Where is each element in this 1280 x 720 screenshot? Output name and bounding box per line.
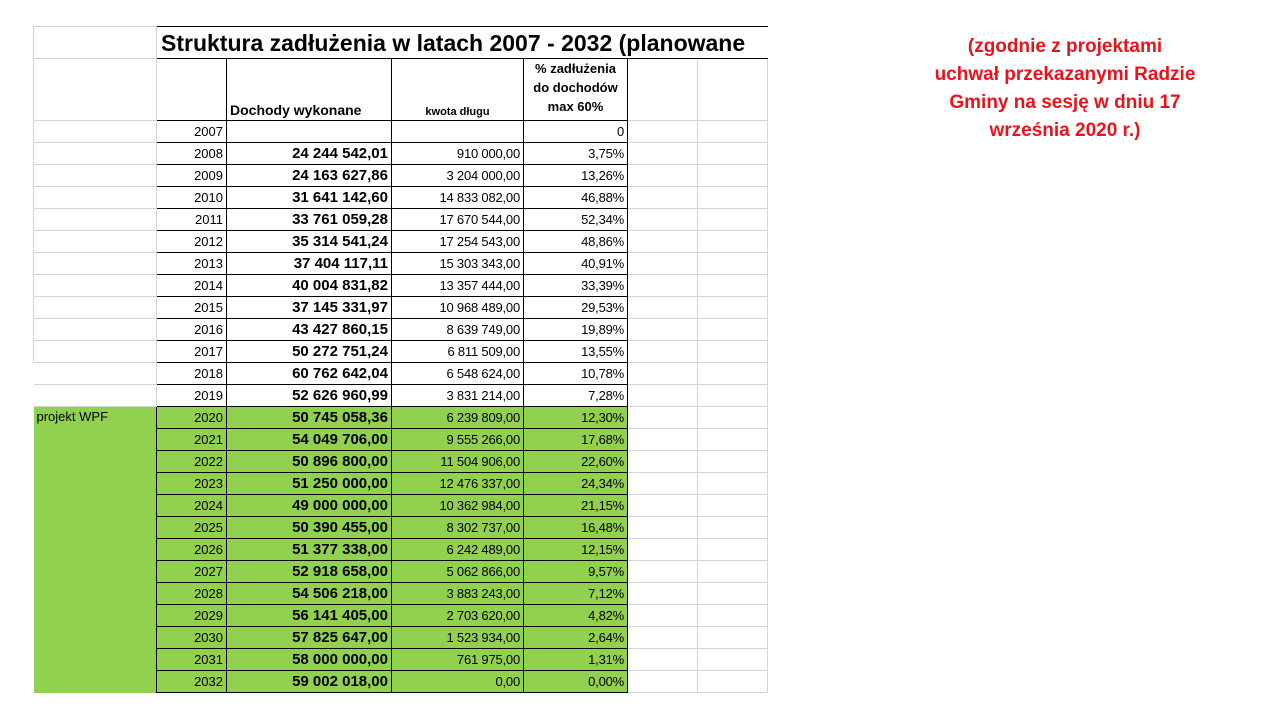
pct-cell[interactable]: 7,12%: [524, 583, 628, 605]
note-line: (zgodnie z projektami: [967, 36, 1163, 57]
empty-cell[interactable]: [628, 275, 698, 297]
empty-cell[interactable]: [698, 407, 768, 429]
kwota-cell[interactable]: 8 302 737,00: [392, 517, 524, 539]
pct-cell[interactable]: 13,26%: [524, 165, 628, 187]
pct-cell[interactable]: 29,53%: [524, 297, 628, 319]
year-cell[interactable]: 2020: [157, 407, 227, 429]
dochody-cell[interactable]: 43 427 860,15: [227, 319, 392, 341]
red-note: [900, 33, 1230, 145]
dochody-cell[interactable]: 54 506 218,00: [227, 583, 392, 605]
pct-cell[interactable]: 0: [524, 121, 628, 143]
empty-cell[interactable]: [628, 187, 698, 209]
empty-cell[interactable]: [34, 231, 157, 253]
dochody-cell[interactable]: 33 761 059,28: [227, 209, 392, 231]
pct-cell[interactable]: 17,68%: [524, 429, 628, 451]
empty-cell[interactable]: [698, 231, 768, 253]
pct-cell[interactable]: 1,31%: [524, 649, 628, 671]
header-row: [34, 59, 768, 121]
empty-cell[interactable]: [698, 627, 768, 649]
dochody-cell[interactable]: 50 896 800,00: [227, 451, 392, 473]
year-cell[interactable]: 2015: [157, 297, 227, 319]
empty-cell[interactable]: [698, 605, 768, 627]
pct-cell[interactable]: 0,00%: [524, 671, 628, 693]
table-row: [34, 319, 768, 341]
year-cell[interactable]: 2031: [157, 649, 227, 671]
empty-cell[interactable]: [698, 495, 768, 517]
year-cell[interactable]: 2022: [157, 451, 227, 473]
note-line: Gminy na sesję w dniu 17: [949, 92, 1181, 113]
pct-cell[interactable]: 46,88%: [524, 187, 628, 209]
kwota-cell[interactable]: 5 062 866,00: [392, 561, 524, 583]
empty-cell[interactable]: [34, 275, 157, 297]
year-cell[interactable]: 2011: [157, 209, 227, 231]
pct-cell[interactable]: 22,60%: [524, 451, 628, 473]
year-cell[interactable]: 2026: [157, 539, 227, 561]
table-row: [34, 121, 768, 143]
empty-cell[interactable]: [628, 341, 698, 363]
pct-cell[interactable]: 9,57%: [524, 561, 628, 583]
table-row: [34, 385, 768, 407]
empty-cell[interactable]: [698, 451, 768, 473]
kwota-cell[interactable]: 6 239 809,00: [392, 407, 524, 429]
dochody-cell[interactable]: 49 000 000,00: [227, 495, 392, 517]
pct-cell[interactable]: 21,15%: [524, 495, 628, 517]
empty-cell[interactable]: [34, 385, 157, 407]
year-cell[interactable]: 2028: [157, 583, 227, 605]
header-pct[interactable]: [524, 59, 628, 121]
note-line: uchwał przekazanymi Radzie: [934, 64, 1196, 85]
empty-cell[interactable]: [698, 275, 768, 297]
pct-cell[interactable]: 33,39%: [524, 275, 628, 297]
empty-cell[interactable]: [628, 605, 698, 627]
section-label-cell[interactable]: projekt WPF: [34, 407, 157, 693]
year-cell[interactable]: 2023: [157, 473, 227, 495]
empty-cell[interactable]: [34, 253, 157, 275]
empty-cell[interactable]: [34, 297, 157, 319]
dochody-cell[interactable]: 52 918 658,00: [227, 561, 392, 583]
empty-cell[interactable]: [628, 59, 698, 121]
pct-cell[interactable]: 24,34%: [524, 473, 628, 495]
dochody-cell[interactable]: 24 163 627,86: [227, 165, 392, 187]
empty-cell[interactable]: [34, 27, 157, 59]
empty-cell[interactable]: [628, 627, 698, 649]
kwota-cell[interactable]: 910 000,00: [392, 143, 524, 165]
pct-cell[interactable]: 12,30%: [524, 407, 628, 429]
kwota-cell[interactable]: [392, 121, 524, 143]
table-row: [34, 407, 768, 429]
year-cell[interactable]: 2017: [157, 341, 227, 363]
dochody-cell[interactable]: 31 641 142,60: [227, 187, 392, 209]
empty-cell[interactable]: [698, 517, 768, 539]
empty-cell[interactable]: [698, 209, 768, 231]
dochody-cell[interactable]: 52 626 960,99: [227, 385, 392, 407]
pct-cell[interactable]: 40,91%: [524, 253, 628, 275]
kwota-cell[interactable]: 6 548 624,00: [392, 363, 524, 385]
header-kwota[interactable]: kwota długu: [392, 59, 524, 121]
empty-cell[interactable]: [628, 253, 698, 275]
empty-cell[interactable]: [698, 583, 768, 605]
dochody-cell[interactable]: 24 244 542,01: [227, 143, 392, 165]
header-pct-line2: do dochodów: [533, 80, 618, 95]
pct-cell[interactable]: 16,48%: [524, 517, 628, 539]
empty-cell[interactable]: [34, 209, 157, 231]
pct-cell[interactable]: 13,55%: [524, 341, 628, 363]
year-cell[interactable]: 2027: [157, 561, 227, 583]
year-cell[interactable]: 2021: [157, 429, 227, 451]
empty-cell[interactable]: [698, 671, 768, 693]
kwota-cell[interactable]: 1 523 934,00: [392, 627, 524, 649]
empty-cell[interactable]: [628, 517, 698, 539]
year-cell[interactable]: 2013: [157, 253, 227, 275]
table-row: [34, 209, 768, 231]
empty-cell[interactable]: [698, 187, 768, 209]
empty-cell[interactable]: [628, 429, 698, 451]
table-row: [34, 231, 768, 253]
dochody-cell[interactable]: 37 145 331,97: [227, 297, 392, 319]
dochody-cell[interactable]: 58 000 000,00: [227, 649, 392, 671]
empty-cell[interactable]: [628, 539, 698, 561]
pct-cell[interactable]: 7,28%: [524, 385, 628, 407]
empty-cell[interactable]: [628, 649, 698, 671]
table-row: [34, 275, 768, 297]
dochody-cell[interactable]: 56 141 405,00: [227, 605, 392, 627]
empty-cell[interactable]: [628, 231, 698, 253]
kwota-cell[interactable]: 15 303 343,00: [392, 253, 524, 275]
empty-cell[interactable]: [628, 407, 698, 429]
empty-cell[interactable]: [628, 209, 698, 231]
empty-cell[interactable]: [698, 253, 768, 275]
table-row: [34, 143, 768, 165]
year-cell[interactable]: 2008: [157, 143, 227, 165]
dochody-cell[interactable]: 50 390 455,00: [227, 517, 392, 539]
dochody-cell[interactable]: 37 404 117,11: [227, 253, 392, 275]
empty-cell[interactable]: [698, 539, 768, 561]
kwota-cell[interactable]: 0,00: [392, 671, 524, 693]
year-cell[interactable]: 2024: [157, 495, 227, 517]
kwota-cell[interactable]: 17 254 543,00: [392, 231, 524, 253]
year-cell[interactable]: 2010: [157, 187, 227, 209]
empty-cell[interactable]: [628, 121, 698, 143]
empty-cell[interactable]: [34, 319, 157, 341]
table-row: [34, 253, 768, 275]
kwota-cell[interactable]: 761 975,00: [392, 649, 524, 671]
empty-cell[interactable]: [698, 319, 768, 341]
dochody-cell[interactable]: 57 825 647,00: [227, 627, 392, 649]
dochody-cell[interactable]: [227, 121, 392, 143]
year-cell[interactable]: 2019: [157, 385, 227, 407]
table-row: [34, 341, 768, 363]
kwota-cell[interactable]: 8 639 749,00: [392, 319, 524, 341]
empty-cell[interactable]: [698, 649, 768, 671]
empty-cell[interactable]: [34, 59, 157, 121]
empty-cell[interactable]: [698, 165, 768, 187]
kwota-cell[interactable]: 13 357 444,00: [392, 275, 524, 297]
year-cell[interactable]: 2032: [157, 671, 227, 693]
empty-cell[interactable]: [698, 143, 768, 165]
dochody-cell[interactable]: 51 250 000,00: [227, 473, 392, 495]
table-row: [34, 297, 768, 319]
empty-cell[interactable]: [34, 363, 157, 385]
dochody-cell[interactable]: 50 272 751,24: [227, 341, 392, 363]
kwota-cell[interactable]: 17 670 544,00: [392, 209, 524, 231]
note-line: września 2020 r.): [989, 120, 1141, 141]
kwota-cell[interactable]: 2 703 620,00: [392, 605, 524, 627]
year-cell[interactable]: 2014: [157, 275, 227, 297]
table-row: [34, 363, 768, 385]
header-pct-line3: max 60%: [547, 99, 604, 114]
pct-cell[interactable]: 2,64%: [524, 627, 628, 649]
empty-cell[interactable]: [34, 143, 157, 165]
empty-cell[interactable]: [628, 385, 698, 407]
title-row: [34, 27, 768, 59]
empty-cell[interactable]: [628, 561, 698, 583]
year-header-cell[interactable]: [157, 59, 227, 121]
header-pct-line1: % zadłużenia: [535, 61, 616, 76]
empty-cell[interactable]: [628, 671, 698, 693]
kwota-cell[interactable]: 14 833 082,00: [392, 187, 524, 209]
empty-cell[interactable]: [698, 429, 768, 451]
empty-cell[interactable]: [34, 121, 157, 143]
year-cell[interactable]: 2018: [157, 363, 227, 385]
empty-cell[interactable]: [628, 583, 698, 605]
empty-cell[interactable]: [698, 297, 768, 319]
dochody-cell[interactable]: 40 004 831,82: [227, 275, 392, 297]
kwota-cell[interactable]: 3 831 214,00: [392, 385, 524, 407]
empty-cell[interactable]: [628, 297, 698, 319]
empty-cell[interactable]: [698, 363, 768, 385]
empty-cell[interactable]: [698, 473, 768, 495]
empty-cell[interactable]: [698, 341, 768, 363]
empty-cell[interactable]: [628, 495, 698, 517]
year-cell[interactable]: 2016: [157, 319, 227, 341]
empty-cell[interactable]: [628, 319, 698, 341]
empty-cell[interactable]: [628, 165, 698, 187]
year-cell[interactable]: 2029: [157, 605, 227, 627]
year-cell[interactable]: 2025: [157, 517, 227, 539]
kwota-cell[interactable]: 6 242 489,00: [392, 539, 524, 561]
kwota-cell[interactable]: 11 504 906,00: [392, 451, 524, 473]
table-title[interactable]: Struktura zadłużenia w latach 2007 - 2032 (planowane: [157, 27, 768, 59]
pct-cell[interactable]: 52,34%: [524, 209, 628, 231]
year-cell[interactable]: 2009: [157, 165, 227, 187]
empty-cell[interactable]: [628, 143, 698, 165]
empty-cell[interactable]: [34, 165, 157, 187]
pct-cell[interactable]: 4,82%: [524, 605, 628, 627]
dochody-cell[interactable]: 51 377 338,00: [227, 539, 392, 561]
kwota-cell[interactable]: 3 204 000,00: [392, 165, 524, 187]
year-cell[interactable]: 2030: [157, 627, 227, 649]
kwota-cell[interactable]: 10 968 489,00: [392, 297, 524, 319]
dochody-cell[interactable]: 60 762 642,04: [227, 363, 392, 385]
empty-cell[interactable]: [698, 561, 768, 583]
pct-cell[interactable]: 19,89%: [524, 319, 628, 341]
kwota-cell[interactable]: 9 555 266,00: [392, 429, 524, 451]
table-row: [34, 165, 768, 187]
kwota-cell[interactable]: 10 362 984,00: [392, 495, 524, 517]
empty-cell[interactable]: [698, 121, 768, 143]
empty-cell[interactable]: [698, 385, 768, 407]
header-dochody[interactable]: Dochody wykonane: [227, 59, 392, 121]
dochody-cell[interactable]: 59 002 018,00: [227, 671, 392, 693]
kwota-cell[interactable]: 3 883 243,00: [392, 583, 524, 605]
empty-cell[interactable]: [34, 187, 157, 209]
pct-cell[interactable]: 12,15%: [524, 539, 628, 561]
dochody-cell[interactable]: 50 745 058,36: [227, 407, 392, 429]
empty-cell[interactable]: [34, 341, 157, 363]
pct-cell[interactable]: 3,75%: [524, 143, 628, 165]
kwota-cell[interactable]: 12 476 337,00: [392, 473, 524, 495]
table-row: [34, 187, 768, 209]
empty-cell[interactable]: [628, 451, 698, 473]
pct-cell[interactable]: 10,78%: [524, 363, 628, 385]
dochody-cell[interactable]: 35 314 541,24: [227, 231, 392, 253]
empty-cell[interactable]: [698, 59, 768, 121]
year-cell[interactable]: 2007: [157, 121, 227, 143]
empty-cell[interactable]: [628, 363, 698, 385]
kwota-cell[interactable]: 6 811 509,00: [392, 341, 524, 363]
year-cell[interactable]: 2012: [157, 231, 227, 253]
dochody-cell[interactable]: 54 049 706,00: [227, 429, 392, 451]
debt-structure-table: [33, 26, 768, 693]
empty-cell[interactable]: [628, 473, 698, 495]
pct-cell[interactable]: 48,86%: [524, 231, 628, 253]
